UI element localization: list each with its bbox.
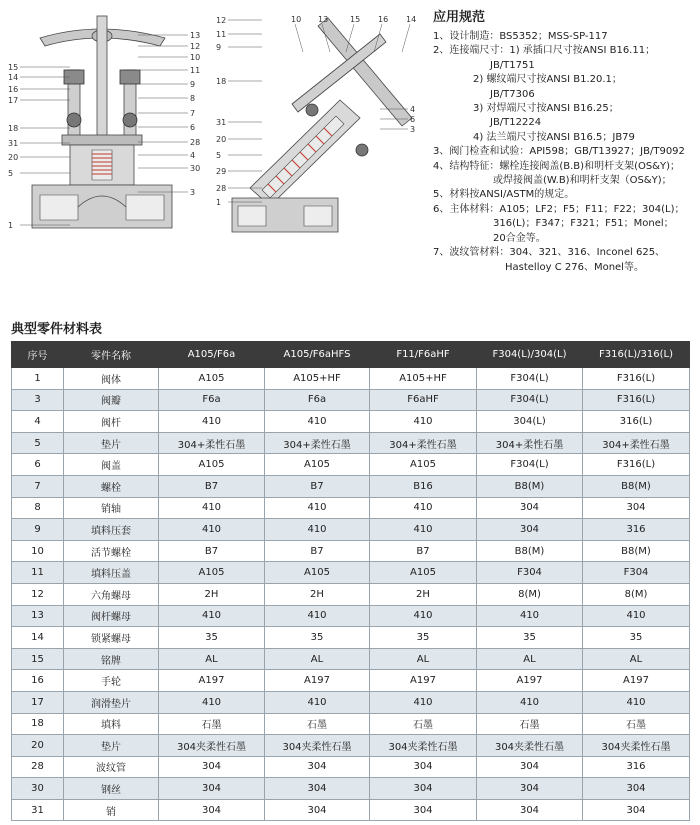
table-cell: 304夹柔性石墨 (265, 735, 370, 757)
column-header: 零件名称 (64, 342, 159, 368)
table-cell: 304 (583, 497, 690, 519)
callout-number: 10 (190, 53, 201, 62)
table-cell: 31 (12, 799, 64, 821)
table-cell: 410 (370, 411, 477, 433)
table-body (12, 368, 690, 821)
table-cell: 填料压套 (64, 519, 159, 541)
table-cell: 28 (12, 756, 64, 778)
table-cell: 304 (370, 799, 477, 821)
table-cell: 15 (12, 648, 64, 670)
table-cell: 锁紧螺母 (64, 627, 159, 649)
table-cell: 410 (477, 605, 583, 627)
spec-line: 4、结构特征：螺栓连接阀盖(B.B)和明杆支架(OS&Y)； (433, 160, 680, 172)
table-cell: 10 (12, 540, 64, 562)
table-cell: 35 (159, 627, 265, 649)
table-cell: 410 (265, 411, 370, 433)
table-cell: A105 (265, 562, 370, 584)
table-cell: 410 (159, 605, 265, 627)
callout-number: 1 (8, 221, 14, 230)
table-cell: 石墨 (583, 713, 690, 735)
straight-valve-drawing (32, 16, 172, 228)
column-header: 序号 (12, 342, 64, 368)
table-cell: 16 (12, 670, 64, 692)
table-row (12, 735, 690, 757)
callout-number: 9 (216, 43, 222, 52)
table-cell: B8(M) (477, 540, 583, 562)
table-cell: 304 (477, 497, 583, 519)
callout-number: 7 (190, 109, 196, 118)
table-row (12, 799, 690, 821)
table-row (12, 411, 690, 433)
callout-number: 18 (216, 77, 227, 86)
table-cell: B7 (159, 475, 265, 497)
table-cell: 35 (583, 627, 690, 649)
callout-number: 8 (190, 94, 196, 103)
table-cell: 铭牌 (64, 648, 159, 670)
table-row (12, 778, 690, 800)
table-cell: 410 (370, 691, 477, 713)
table-cell: 304(L) (477, 411, 583, 433)
table-cell: 410 (159, 411, 265, 433)
table-cell: F6aHF (370, 389, 477, 411)
table-cell: 304 (370, 756, 477, 778)
table-cell: F6a (159, 389, 265, 411)
y-pattern-valve-drawing (232, 18, 412, 232)
spec-line: 3、阀门检查和试验：API598；GB/T13927；JB/T9092 (433, 146, 685, 158)
table-cell: 销轴 (64, 497, 159, 519)
spec-line: 1、设计制造：BS5352；MSS-SP-117 (433, 31, 608, 42)
table-row (12, 432, 690, 454)
table-cell: AL (265, 648, 370, 670)
callout-number: 12 (190, 42, 201, 51)
table-cell: A105+HF (265, 368, 370, 390)
table-cell: 钢丝 (64, 778, 159, 800)
column-header: A105/F6aHFS (265, 342, 370, 368)
table-cell: 304夹柔性石墨 (583, 735, 690, 757)
column-header: F11/F6aHF (370, 342, 477, 368)
table-cell: 阀瓣 (64, 389, 159, 411)
table-row (12, 583, 690, 605)
callout-number: 1 (216, 198, 222, 207)
spec-line: 3) 对焊端尺寸按ANSI B16.25； (473, 103, 619, 115)
table-cell: 填料 (64, 713, 159, 735)
spec-line: JB/T7306 (490, 88, 535, 100)
table-cell: 垫片 (64, 432, 159, 454)
table-cell: B7 (159, 540, 265, 562)
table-cell: A197 (159, 670, 265, 692)
table-cell: A197 (477, 670, 583, 692)
table-cell: 410 (265, 691, 370, 713)
spec-line: 20合金等。 (493, 232, 546, 244)
table-cell: 410 (583, 691, 690, 713)
table-cell: 410 (370, 497, 477, 519)
table-row (12, 475, 690, 497)
callout-number: 13 (318, 15, 329, 24)
table-cell: A105 (265, 454, 370, 476)
callout-number: 28 (216, 184, 227, 193)
table-cell: 8 (12, 497, 64, 519)
callout-number: 28 (190, 138, 201, 147)
callout-number: 4 (410, 105, 416, 114)
table-cell: 2H (265, 583, 370, 605)
callout-number: 20 (216, 135, 227, 144)
table-cell: 410 (370, 519, 477, 541)
table-cell: 5 (12, 432, 64, 454)
spec-line: 6、主体材料：A105；LF2；F5；F11；F22；304(L)； (433, 203, 685, 215)
callout-number: 3 (190, 188, 196, 197)
callout-number: 4 (190, 151, 196, 160)
table-cell: 13 (12, 605, 64, 627)
table-cell: 35 (477, 627, 583, 649)
callout-number: 6 (190, 123, 196, 132)
table-cell: 410 (583, 605, 690, 627)
callout-number: 30 (190, 164, 201, 173)
table-cell: F316(L) (583, 454, 690, 476)
table-cell: A105 (370, 454, 477, 476)
table-cell: AL (477, 648, 583, 670)
callout-number: 15 (8, 63, 19, 72)
table-cell: A197 (265, 670, 370, 692)
spec-line: 5、材料按ANSI/ASTM的规定。 (433, 189, 575, 201)
table-cell: 18 (12, 713, 64, 735)
callout-number: 16 (8, 85, 19, 94)
application-spec (433, 6, 695, 275)
table-cell: B7 (370, 540, 477, 562)
callout-number: 31 (8, 139, 19, 148)
table-row (12, 540, 690, 562)
table-title: 典型零件材料表 (11, 322, 103, 337)
table-cell: 14 (12, 627, 64, 649)
table-cell: 304 (159, 756, 265, 778)
table-cell: 316(L) (583, 411, 690, 433)
table-cell: 垫片 (64, 735, 159, 757)
table-cell: 波纹管 (64, 756, 159, 778)
callout-number: 11 (190, 66, 201, 75)
spec-line: 316(L)；F347；F321；F51；Monel； (493, 218, 674, 230)
table-cell: 304 (477, 519, 583, 541)
table-cell: 石墨 (370, 713, 477, 735)
table-cell: 1 (12, 368, 64, 390)
table-row (12, 389, 690, 411)
spec-line: JB/T12224 (490, 117, 542, 129)
table-cell: 螺栓 (64, 475, 159, 497)
table-cell: B8(M) (477, 475, 583, 497)
table-cell: 410 (265, 497, 370, 519)
spec-line: 2、连接端尺寸：1) 承插口尺寸按ANSI B16.11； (433, 45, 656, 57)
table-cell: 410 (477, 691, 583, 713)
table-cell: 6 (12, 454, 64, 476)
table-cell: 活节螺栓 (64, 540, 159, 562)
valve-drawings (0, 0, 420, 235)
table-cell: 304夹柔性石墨 (159, 735, 265, 757)
callout-number: 13 (190, 31, 201, 40)
table-cell: AL (370, 648, 477, 670)
table-cell: 阀体 (64, 368, 159, 390)
callout-number: 17 (8, 96, 19, 105)
table-cell: F316(L) (583, 389, 690, 411)
column-header: A105/F6a (159, 342, 265, 368)
table-cell: 304夹柔性石墨 (477, 735, 583, 757)
table-cell: 12 (12, 583, 64, 605)
table-row (12, 691, 690, 713)
table-cell: 8(M) (583, 583, 690, 605)
table-cell: B8(M) (583, 540, 690, 562)
table-cell: 304 (159, 778, 265, 800)
table-cell: 410 (265, 519, 370, 541)
spec-line: Hastelloy C 276、Monel等。 (505, 261, 644, 273)
table-cell: 304+柔性石墨 (159, 432, 265, 454)
table-cell: 4 (12, 411, 64, 433)
table-cell: 410 (159, 519, 265, 541)
table-cell: 2H (159, 583, 265, 605)
table-cell: F304 (583, 562, 690, 584)
table-cell: 304 (265, 799, 370, 821)
callout-number: 14 (8, 73, 19, 82)
table-cell: 410 (265, 605, 370, 627)
spec-line: 7、波纹管材料：304、321、316、Inconel 625、 (433, 247, 666, 259)
table-cell: 304 (583, 799, 690, 821)
spec-title: 应用规范 (433, 10, 486, 25)
table-row (12, 562, 690, 584)
column-header: F304(L)/304(L) (477, 342, 583, 368)
table-cell: AL (159, 648, 265, 670)
table-cell: 304+柔性石墨 (265, 432, 370, 454)
table-cell: 阀杆螺母 (64, 605, 159, 627)
table-cell: 304 (477, 778, 583, 800)
table-cell: F316(L) (583, 368, 690, 390)
table-cell: F304(L) (477, 368, 583, 390)
callout-leader (402, 24, 410, 52)
callout-number: 11 (216, 30, 227, 39)
callout-number: 3 (410, 125, 416, 134)
table-cell: 304 (477, 756, 583, 778)
table-row (12, 497, 690, 519)
table-cell: 石墨 (159, 713, 265, 735)
callout-number: 5 (8, 169, 14, 178)
table-cell: 阀盖 (64, 454, 159, 476)
callout-number: 29 (216, 167, 227, 176)
table-row (12, 713, 690, 735)
table-cell: B7 (265, 475, 370, 497)
table-cell: 7 (12, 475, 64, 497)
table-cell: B7 (265, 540, 370, 562)
table-cell: 410 (159, 497, 265, 519)
spec-line: 4) 法兰端尺寸按ANSI B16.5；JB79 (473, 131, 635, 143)
table-cell: F304(L) (477, 389, 583, 411)
column-header: F316(L)/316(L) (583, 342, 690, 368)
spec-line: JB/T1751 (490, 59, 535, 71)
table-row (12, 605, 690, 627)
callout-number: 16 (378, 15, 389, 24)
table-cell: 410 (370, 605, 477, 627)
table-cell: 石墨 (477, 713, 583, 735)
table-cell: 阀杆 (64, 411, 159, 433)
table-cell: 填料压盖 (64, 562, 159, 584)
table-cell: 30 (12, 778, 64, 800)
table-cell: 35 (370, 627, 477, 649)
callout-number: 6 (410, 115, 416, 124)
table-cell: 六角螺母 (64, 583, 159, 605)
table-cell: 20 (12, 735, 64, 757)
table-cell: 润滑垫片 (64, 691, 159, 713)
table-cell: B16 (370, 475, 477, 497)
table-cell: 304+柔性石墨 (370, 432, 477, 454)
callout-number: 18 (8, 124, 19, 133)
callout-number: 14 (406, 15, 417, 24)
table-cell: 11 (12, 562, 64, 584)
table-row (12, 627, 690, 649)
callout-number: 15 (350, 15, 361, 24)
table-row (12, 519, 690, 541)
callout-number: 5 (216, 151, 222, 160)
table-cell: 304+柔性石墨 (477, 432, 583, 454)
table-cell: F304 (477, 562, 583, 584)
table-header-row (12, 342, 690, 368)
table-cell: 销 (64, 799, 159, 821)
table-cell: 9 (12, 519, 64, 541)
table-cell: 手轮 (64, 670, 159, 692)
table-cell: 石墨 (265, 713, 370, 735)
table-cell: A197 (370, 670, 477, 692)
callout-number: 12 (216, 16, 227, 25)
table-row (12, 368, 690, 390)
table-cell: A105 (159, 368, 265, 390)
spec-line: 2) 螺纹端尺寸按ANSI B1.20.1； (473, 74, 622, 86)
table-cell: 3 (12, 389, 64, 411)
table-cell: 410 (159, 691, 265, 713)
table-cell: 316 (583, 519, 690, 541)
table-cell: F6a (265, 389, 370, 411)
table-cell: 304夹柔性石墨 (370, 735, 477, 757)
table-cell: 304 (370, 778, 477, 800)
table-cell: 2H (370, 583, 477, 605)
table-cell: 35 (265, 627, 370, 649)
table-cell: A105 (370, 562, 477, 584)
table-row (12, 454, 690, 476)
table-cell: 304 (477, 799, 583, 821)
table-row (12, 670, 690, 692)
table-cell: 304 (159, 799, 265, 821)
callout-number: 20 (8, 153, 19, 162)
table-cell: 304+柔性石墨 (583, 432, 690, 454)
table-row (12, 648, 690, 670)
table-cell: 17 (12, 691, 64, 713)
table-cell: B8(M) (583, 475, 690, 497)
table-cell: 8(M) (477, 583, 583, 605)
table-cell: 316 (583, 756, 690, 778)
table-cell: 304 (583, 778, 690, 800)
table-cell: 304 (265, 778, 370, 800)
table-cell: A105 (159, 454, 265, 476)
callout-number: 10 (291, 15, 302, 24)
callout-number: 9 (190, 80, 196, 89)
materials-table (11, 341, 690, 821)
table-cell: A105 (159, 562, 265, 584)
spec-line: 或焊接阀盖(W.B)和明杆支架（OS&Y)； (493, 175, 672, 187)
table-row (12, 756, 690, 778)
table-cell: AL (583, 648, 690, 670)
table-cell: A105+HF (370, 368, 477, 390)
table-cell: F304(L) (477, 454, 583, 476)
callout-number: 31 (216, 118, 227, 127)
callout-leader (295, 24, 303, 52)
table-cell: A197 (583, 670, 690, 692)
table-cell: 304 (265, 756, 370, 778)
